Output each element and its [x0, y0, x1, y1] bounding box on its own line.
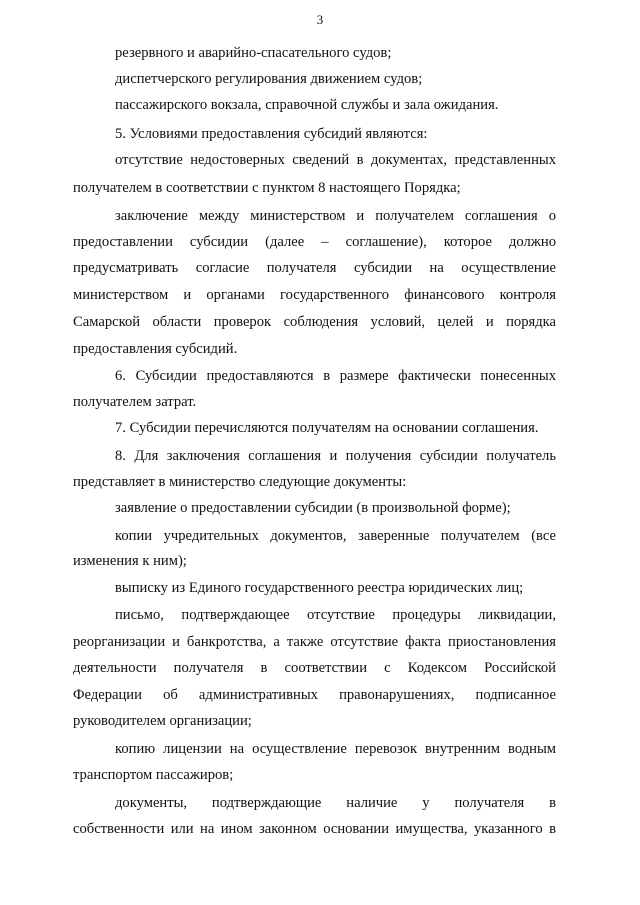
- page-number: 3: [316, 12, 324, 27]
- text-line: транспортом пассажиров;: [73, 767, 234, 783]
- text-line: письмо, подтверждающее отсутствие процедуры ликвидации,: [115, 607, 556, 623]
- text-line: документы, подтверждающие наличие у получателя в: [115, 795, 556, 811]
- text-line: отсутствие недостоверных сведений в документах, представленных: [115, 152, 556, 168]
- text-line: реорганизации и банкротства, а также отсутствие факта приостановления: [73, 634, 556, 650]
- text-line: 5. Условиями предоставления субсидий являются:: [115, 126, 428, 142]
- text-line: заявление о предоставлении субсидии (в произвольной форме);: [115, 500, 511, 516]
- text-line: 6. Субсидии предоставляются в размере фактически понесенных: [115, 368, 556, 384]
- text-line: представляет в министерство следующие документы:: [73, 474, 407, 490]
- text-line: предоставления субсидий.: [73, 341, 238, 357]
- text-line: 8. Для заключения соглашения и получения субсидии получатель: [115, 448, 556, 464]
- text-line: резервного и аварийно-спасательного судов;: [115, 45, 392, 61]
- text-line: выписку из Единого государственного реестра юридических лиц;: [115, 580, 524, 596]
- text-line: Федерации об административных правонарушениях, подписанное: [73, 687, 556, 703]
- text-line: копию лицензии на осуществление перевозок внутренним водным: [115, 741, 556, 757]
- text-line: министерством и органами государственного финансового контроля: [73, 287, 556, 303]
- text-line: руководителем организации;: [73, 713, 252, 729]
- text-line: Самарской области проверок соблюдения условий, целей и порядка: [73, 314, 556, 330]
- text-line: деятельности получателя в соответствии с Кодексом Российской: [73, 660, 556, 676]
- text-line: изменения к ним);: [73, 553, 187, 569]
- text-line: предоставлении субсидии (далее – соглашение), которое должно: [73, 234, 556, 250]
- text-line: пассажирского вокзала, справочной службы и зала ожидания.: [115, 97, 499, 113]
- text-line: заключение между министерством и получателем соглашения о: [115, 208, 556, 224]
- text-line: получателем затрат.: [73, 394, 197, 410]
- text-line: копии учредительных документов, заверенные получателем (все: [115, 528, 556, 544]
- text-line: 7. Субсидии перечисляются получателям на основании соглашения.: [115, 420, 539, 436]
- text-line: диспетчерского регулирования движением судов;: [115, 71, 423, 87]
- text-line: собственности или на ином законном основании имущества, указанного в: [73, 821, 556, 837]
- text-line: предусматривать согласие получателя субсидии на осуществление: [73, 260, 556, 276]
- text-line: получателем в соответствии с пунктом 8 настоящего Порядка;: [73, 180, 461, 196]
